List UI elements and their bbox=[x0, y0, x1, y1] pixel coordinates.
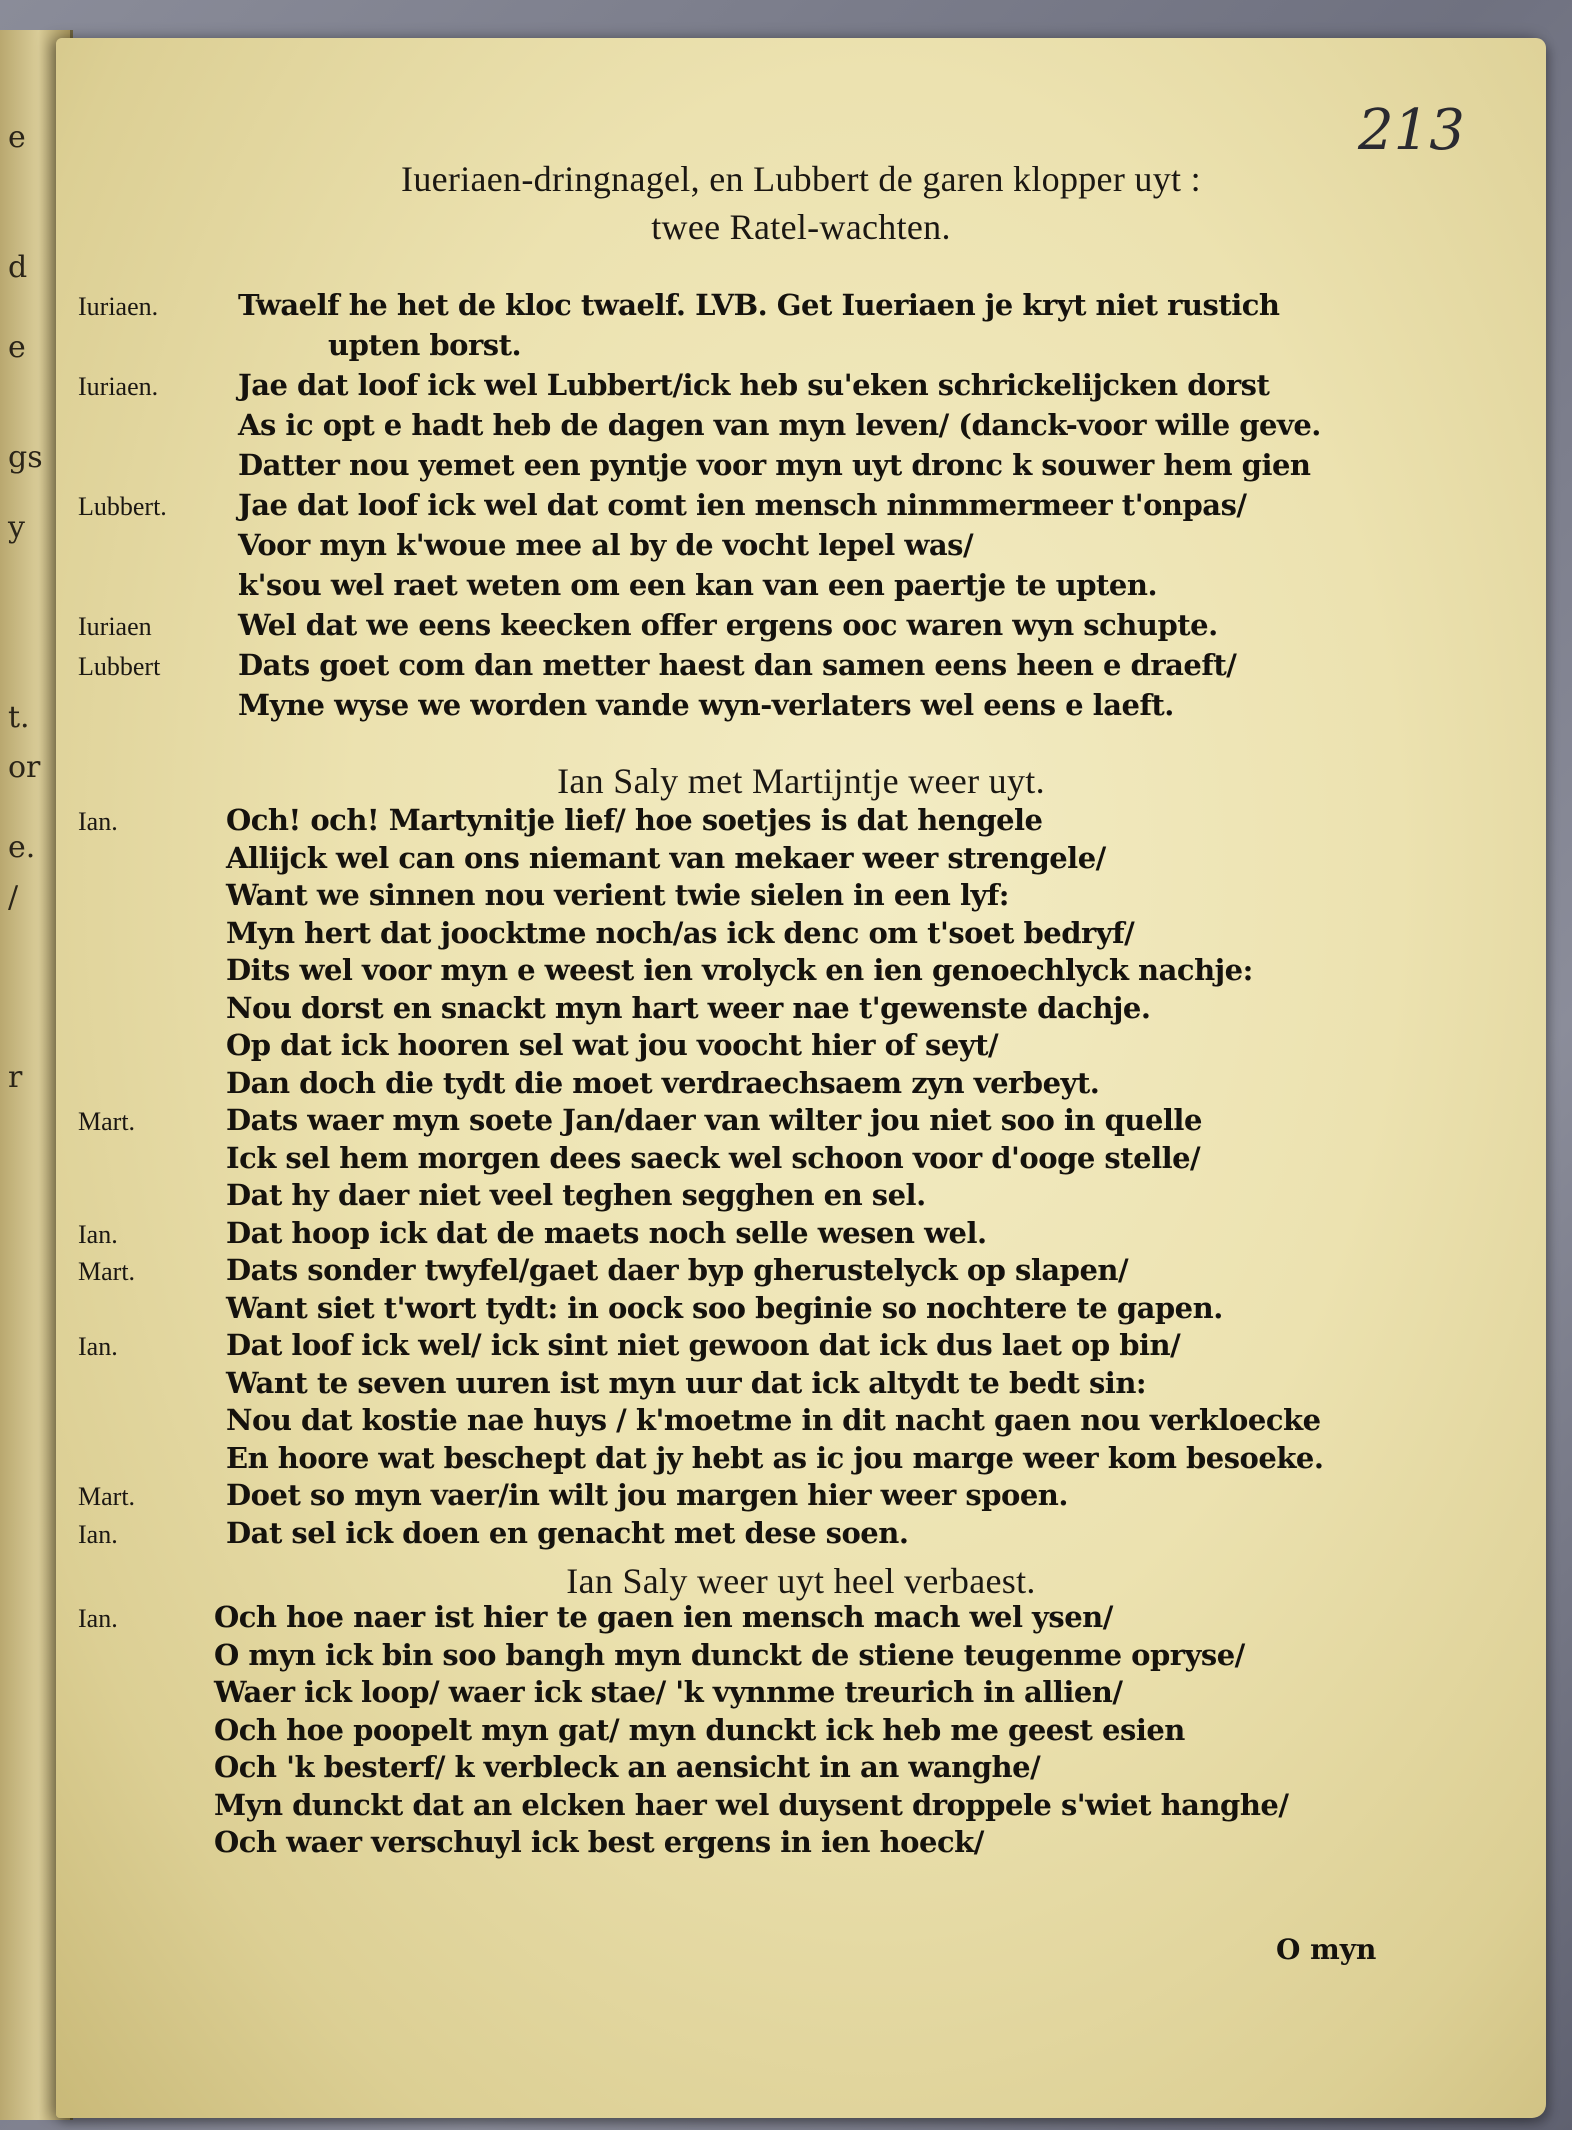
speaker-label: Ian. bbox=[78, 1604, 118, 1633]
facing-page-fragment: y bbox=[8, 510, 25, 545]
dialogue-line: Och hoe naer ist hier te gaen ien mensch mach wel ysen/ bbox=[214, 1600, 1113, 1634]
dialogue-line: Och waer verschuyl ick best ergens in ien hoeck/ bbox=[214, 1825, 984, 1859]
dialogue-line: Op dat ick hooren sel wat jou voocht hier of seyt/ bbox=[226, 1028, 999, 1062]
dialogue-line: Ick sel hem morgen dees saeck wel schoon voor d'ooge stelle/ bbox=[226, 1140, 1201, 1175]
dialogue-line: Voor myn k'woue mee al by de vocht lepel was/ bbox=[238, 528, 974, 562]
dialogue-line: Och hoe poopelt myn gat/ myn dunckt ick heb me geest esien bbox=[214, 1712, 1185, 1747]
speaker-label: Mart. bbox=[78, 1482, 136, 1511]
dialogue-line: Want we sinnen nou verient twie sielen in een lyf: bbox=[226, 878, 1009, 912]
facing-page-fragment: or bbox=[8, 750, 41, 785]
facing-page-fragment: d bbox=[8, 250, 28, 285]
speaker-label: Ian. bbox=[78, 807, 118, 836]
dialogue-line: Datter nou yemet een pyntje voor myn uyt dronc k souwer hem gien bbox=[238, 448, 1311, 482]
dialogue-line: Jae dat loof ick wel dat comt ien mensch ninmmermeer t'onpas/ bbox=[238, 488, 1247, 522]
speaker-label: Lubbert bbox=[78, 652, 161, 681]
section-title: Ian Saly met Martijntje weer uyt. bbox=[557, 761, 1045, 801]
dialogue-line: Dats sonder twyfel/gaet daer byp gherustelyck op slapen/ bbox=[226, 1253, 1129, 1287]
speaker-label: Ian. bbox=[78, 1219, 118, 1249]
catchword: O myn bbox=[1276, 1933, 1377, 1966]
facing-page-fragment: e. bbox=[8, 830, 36, 865]
facing-page-fragment: gs bbox=[8, 440, 43, 475]
facing-page-fragment: t. bbox=[8, 700, 30, 735]
dialogue-line: Dan doch die tydt die moet verdraechsaem zyn verbeyt. bbox=[226, 1065, 1100, 1100]
facing-page-fragment: r bbox=[8, 1060, 23, 1095]
dialogue-line: Myne wyse we worden vande wyn-verlaters wel eens e laeft. bbox=[238, 688, 1174, 722]
dialogue-line: Myn hert dat joocktme noch/as ick denc om t'soet bedryf/ bbox=[226, 915, 1135, 950]
book-page bbox=[56, 38, 1546, 2118]
dialogue-line: Dats goet com dan metter haest dan samen eens heen e draeft/ bbox=[238, 648, 1237, 682]
dialogue-line: Nou dorst en snackt myn hart weer nae t'gewenste dachje. bbox=[226, 990, 1151, 1025]
dialogue-line: Dits wel voor myn e weest ien vrolyck en ien genoechlyck nachje: bbox=[226, 953, 1253, 987]
section-subtitle: twee Ratel-wachten. bbox=[651, 207, 951, 247]
facing-page-fragment: / bbox=[8, 880, 19, 915]
speaker-label: Ian. bbox=[78, 1332, 118, 1361]
section-title: Ian Saly weer uyt heel verbaest. bbox=[566, 1561, 1036, 1601]
dialogue-line: O myn ick bin soo bangh myn dunckt de stiene teugenme opryse/ bbox=[214, 1637, 1245, 1672]
dialogue-line: Och 'k besterf/ k verbleck an aensicht in an wanghe/ bbox=[214, 1750, 1041, 1784]
dialogue-line: Dat sel ick doen en genacht met dese soen. bbox=[226, 1515, 909, 1550]
section-title: Iueriaen-dringnagel, en Lubbert de garen klopper uyt : bbox=[401, 159, 1201, 199]
dialogue-line: Wel dat we eens keecken offer ergens ooc waren wyn schupte. bbox=[238, 608, 1218, 642]
facing-page-fragment: e bbox=[8, 120, 26, 155]
speaker-label: Ian. bbox=[78, 1519, 118, 1549]
dialogue-line: Allijck wel can ons niemant van mekaer weer strengele/ bbox=[226, 840, 1106, 875]
speaker-label: Lubbert. bbox=[78, 492, 167, 521]
dialogue-line: As ic opt e hadt heb de dagen van myn leven/ (danck-voor wille geve. bbox=[238, 408, 1321, 442]
dialogue-line: Waer ick loop/ waer ick stae/ 'k vynnme treurich in allien/ bbox=[214, 1675, 1123, 1709]
speaker-label: Mart. bbox=[78, 1257, 136, 1286]
page-number: 213 bbox=[1358, 98, 1465, 163]
speaker-label: Iuriaen. bbox=[78, 292, 159, 321]
dialogue-line: Twaelf he het de kloc twaelf. LVB. Get Iueriaen je kryt niet rustich bbox=[238, 288, 1280, 322]
dialogue-line: En hoore wat beschept dat jy hebt as ic jou marge weer kom besoeke. bbox=[226, 1440, 1324, 1475]
speaker-label: Iuriaen bbox=[78, 612, 152, 641]
dialogue-line: Dat hoop ick dat de maets noch selle wesen wel. bbox=[226, 1215, 987, 1250]
facing-page-fragment: e bbox=[8, 330, 26, 365]
speaker-label: Iuriaen. bbox=[78, 372, 159, 401]
speaker-label: Mart. bbox=[78, 1107, 136, 1136]
dialogue-line: Dat loof ick wel/ ick sint niet gewoon dat ick dus laet op bin/ bbox=[226, 1328, 1181, 1362]
dialogue-line: Doet so myn vaer/in wilt jou margen hier weer spoen. bbox=[226, 1478, 1068, 1512]
dialogue-line: Och! och! Martynitje lief/ hoe soetjes is dat hengele bbox=[226, 803, 1043, 837]
dialogue-line: Want te seven uuren ist myn uur dat ick altydt te bedt sin: bbox=[226, 1365, 1147, 1400]
dialogue-line: Dat hy daer niet veel teghen segghen en sel. bbox=[226, 1178, 926, 1212]
dialogue-line: Nou dat kostie nae huys / k'moetme in dit nacht gaen nou verkloecke bbox=[226, 1403, 1321, 1437]
dialogue-line: Jae dat loof ick wel Lubbert/ick heb su'eken schrickelijcken dorst bbox=[238, 368, 1270, 402]
dialogue-line: Myn dunckt dat an elcken haer wel duysent droppele s'wiet hanghe/ bbox=[214, 1787, 1289, 1822]
dialogue-line: k'sou wel raet weten om een kan van een paertje te upten. bbox=[238, 568, 1158, 602]
dialogue-line: Dats waer myn soete Jan/daer van wilter jou niet soo in quelle bbox=[226, 1103, 1202, 1137]
dialogue-line: Want siet t'wort tydt: in oock soo beginie so nochtere te gapen. bbox=[226, 1290, 1223, 1325]
dialogue-line: upten borst. bbox=[328, 328, 522, 362]
